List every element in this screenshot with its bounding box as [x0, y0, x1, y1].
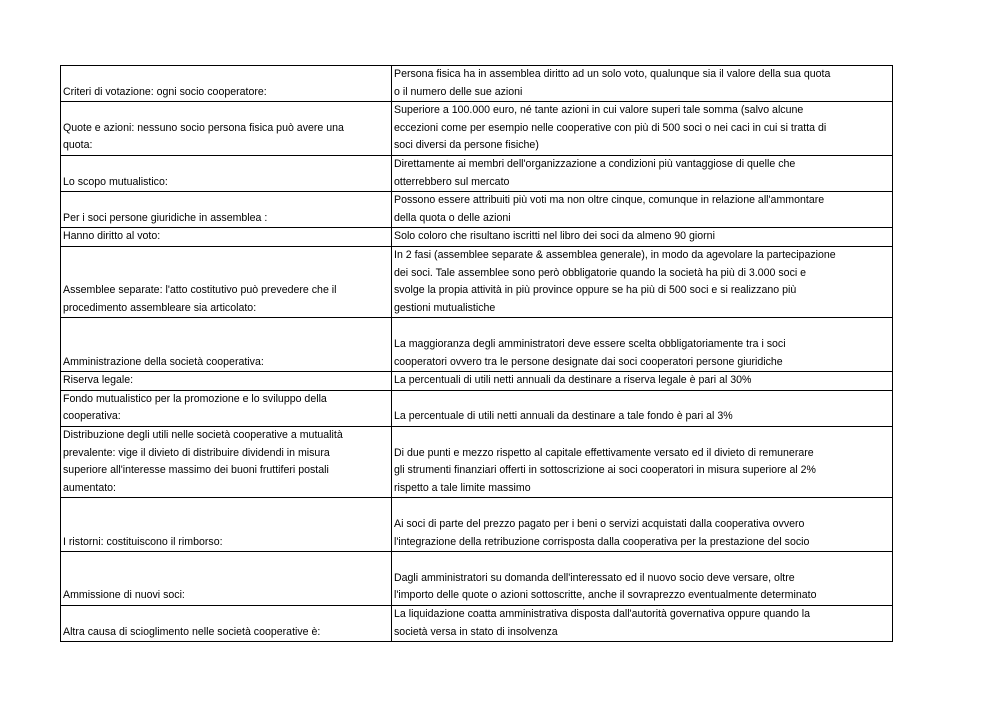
question-line: aumentato: [63, 481, 117, 494]
table-row [61, 390, 893, 426]
question-cell[interactable] [61, 552, 392, 606]
answer-line: dei soci. Tale assemblee sono però obbligatorie quando la società ha più di 3.000 soci e [394, 266, 807, 279]
table-row [61, 426, 893, 497]
answer-line: eccezioni come per esempio nelle cooperative con più di 500 soci o nei caci in cui si tratta di [394, 121, 827, 134]
answer-line: La percentuale di utili netti annuali da destinare a tale fondo è pari al 3% [394, 410, 733, 423]
question-line: Ammissione di nuovi soci: [63, 589, 185, 602]
answer-cell[interactable] [392, 228, 893, 247]
answer-line: della quota o delle azioni [394, 211, 511, 224]
answer-line: l'importo delle quote o azioni sottoscritte, anche il sovraprezzo eventualmente determinato [394, 589, 817, 602]
answer-line: otterrebbero sul mercato [394, 175, 510, 188]
table-row [61, 102, 893, 156]
answer-line: Di due punti e mezzo rispetto al capitale effettivamente versato ed il divieto di remunerare [394, 446, 814, 459]
question-cell[interactable] [61, 192, 392, 228]
answer-cell[interactable] [392, 155, 893, 191]
answer-line: Ai soci di parte del prezzo pagato per i beni o servizi acquistati dalla cooperativa ovvero [394, 517, 805, 530]
question-line: Fondo mutualistico per la promozione e lo sviluppo della [63, 392, 327, 405]
question-cell[interactable] [61, 318, 392, 372]
question-cell[interactable] [61, 228, 392, 247]
answer-line: soci diversi da persone fisiche) [394, 139, 539, 152]
table-row [61, 552, 893, 606]
answer-line: La percentuali di utili netti annuali da destinare a riserva legale è pari al 30% [394, 374, 752, 387]
qa-table [60, 65, 893, 642]
answer-line: Possono essere attribuiti più voti ma non oltre cinque, comunque in relazione all'ammontare [394, 194, 825, 207]
answer-line: Direttamente ai membri dell'organizzazione a condizioni più vantaggiose di quelle che [394, 157, 796, 170]
answer-line: o il numero delle sue azioni [394, 85, 523, 98]
question-cell[interactable] [61, 66, 392, 102]
question-line: Assemblee separate: l'atto costitutivo può prevedere che il [63, 284, 337, 297]
answer-cell[interactable] [392, 66, 893, 102]
question-line: Amministrazione della società cooperativa: [63, 355, 264, 368]
question-line: Altra causa di scioglimento nelle società cooperative è: [63, 625, 321, 638]
question-line: Lo scopo mutualistico: [63, 175, 168, 188]
answer-line: La maggioranza degli amministratori deve essere scelta obbligatoriamente tra i soci [394, 337, 786, 350]
question-line: cooperativa: [63, 410, 121, 423]
answer-line: società versa in stato di insolvenza [394, 625, 558, 638]
answer-line: cooperatori ovvero tra le persone designate dai soci cooperatori persone giuridiche [394, 355, 783, 368]
question-line: quota: [63, 139, 93, 152]
question-line: prevalente: vige il divieto di distribuire dividendi in misura [63, 446, 330, 459]
qa-table-body [61, 66, 893, 642]
answer-cell[interactable] [392, 498, 893, 552]
question-cell[interactable] [61, 372, 392, 391]
question-line: Riserva legale: [63, 374, 134, 387]
answer-cell[interactable] [392, 102, 893, 156]
table-row [61, 192, 893, 228]
question-cell[interactable] [61, 390, 392, 426]
answer-cell[interactable] [392, 552, 893, 606]
question-line: Per i soci persone giuridiche in assemblea : [63, 211, 268, 224]
answer-cell[interactable] [392, 390, 893, 426]
table-row [61, 228, 893, 247]
answer-cell[interactable] [392, 426, 893, 497]
question-line: procedimento assembleare sia articolato: [63, 301, 257, 314]
question-cell[interactable] [61, 426, 392, 497]
question-line: Quote e azioni: nessuno socio persona fisica può avere una [63, 121, 344, 134]
table-row [61, 605, 893, 641]
answer-line: gli strumenti finanziari offerti in sottoscrizione ai soci cooperatori in misura superiore al 2% [394, 464, 816, 477]
question-cell[interactable] [61, 102, 392, 156]
question-line: superiore all'interesse massimo dei buoni fruttiferi postali [63, 464, 329, 477]
question-cell[interactable] [61, 498, 392, 552]
spreadsheet-page [60, 65, 892, 642]
question-line: Criteri di votazione: ogni socio cooperatore: [63, 85, 267, 98]
answer-line: Dagli amministratori su domanda dell'interessato ed il nuovo socio deve versare, oltre [394, 571, 795, 584]
answer-cell[interactable] [392, 192, 893, 228]
question-line: I ristorni: costituiscono il rimborso: [63, 535, 223, 548]
answer-cell[interactable] [392, 246, 893, 317]
answer-cell[interactable] [392, 372, 893, 391]
answer-cell[interactable] [392, 318, 893, 372]
question-line: Hanno diritto al voto: [63, 230, 161, 243]
answer-line: gestioni mutualistiche [394, 301, 496, 314]
table-row [61, 318, 893, 372]
question-cell[interactable] [61, 605, 392, 641]
question-cell[interactable] [61, 246, 392, 317]
table-row [61, 372, 893, 391]
table-row [61, 246, 893, 317]
table-row [61, 66, 893, 102]
table-row [61, 498, 893, 552]
table-row [61, 155, 893, 191]
question-cell[interactable] [61, 155, 392, 191]
answer-line: l'integrazione della retribuzione corrisposta dalla cooperativa per la prestazione del socio [394, 535, 810, 548]
answer-line: Superiore a 100.000 euro, né tante azioni in cui valore superi tale somma (salvo alcune [394, 104, 804, 117]
answer-line: In 2 fasi (assemblee separate & assemblea generale), in modo da agevolare la partecipazione [394, 248, 836, 261]
answer-line: La liquidazione coatta amministrativa disposta dall'autorità governativa oppure quando la [394, 607, 811, 620]
question-line: Distribuzione degli utili nelle società cooperative a mutualità [63, 428, 343, 441]
answer-line: Persona fisica ha in assemblea diritto ad un solo voto, qualunque sia il valore della sua quota [394, 68, 831, 80]
answer-cell[interactable] [392, 605, 893, 641]
answer-line: svolge la propia attività in più province oppure se ha più di 500 soci e si realizzano più [394, 284, 797, 297]
answer-line: rispetto a tale limite massimo [394, 481, 531, 494]
answer-line: Solo coloro che risultano iscritti nel libro dei soci da almeno 90 giorni [394, 230, 715, 243]
